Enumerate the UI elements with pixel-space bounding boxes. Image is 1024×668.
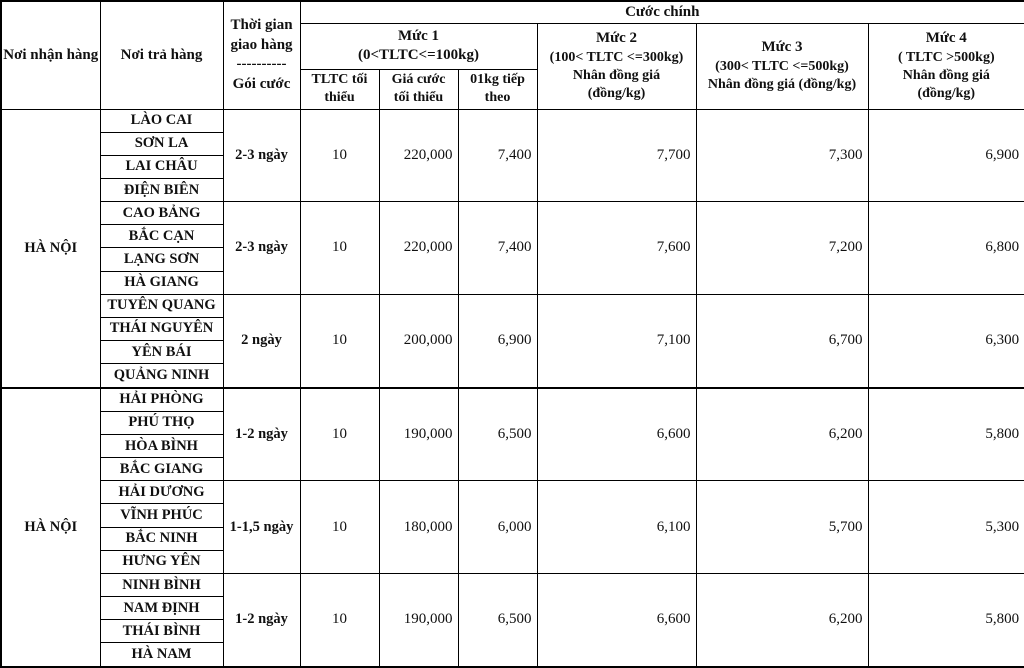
destination-cell: VĨNH PHÚC	[100, 504, 223, 527]
header-receive-place-label: Nơi nhận hàng	[3, 46, 99, 63]
header-level2	[537, 23, 696, 109]
header-return-place	[100, 1, 223, 109]
destination-cell: ĐIỆN BIÊN	[100, 178, 223, 201]
destination-cell: LÀO CAI	[100, 109, 223, 132]
header-delivery-time-line3: Gói cước	[232, 75, 291, 92]
header-level2-unit-line1: Nhân đồng giá	[572, 67, 661, 83]
destination-cell: BẮC GIANG	[100, 458, 223, 481]
destination-cell: BẮC NINH	[100, 527, 223, 550]
destination-cell: YÊN BÁI	[100, 341, 223, 364]
origin-cell: HÀ NỘI	[1, 388, 100, 667]
level2-price-cell: 6,600	[537, 388, 696, 481]
next-kg-price-cell: 7,400	[458, 109, 537, 202]
destination-cell: NAM ĐỊNH	[100, 597, 223, 620]
destination-cell: THÁI NGUYÊN	[100, 317, 223, 340]
header-level3-title: Mức 3	[761, 39, 803, 56]
header-level3	[696, 23, 868, 109]
header-level3-unit: Nhân đồng giá (đồng/kg)	[707, 76, 857, 92]
tltc-min-cell: 10	[300, 202, 379, 295]
header-level1-title: Mức 1	[397, 27, 440, 44]
min-fare-cell: 220,000	[379, 202, 458, 295]
level3-price-cell: 7,200	[696, 202, 868, 295]
level4-price-cell: 5,300	[868, 481, 1024, 574]
header-level4-unit-line2: (đồng/kg)	[917, 85, 976, 101]
level2-price-cell: 6,100	[537, 481, 696, 574]
header-level1-range: (0<TLTC<=100kg)	[358, 47, 479, 63]
header-tltc-min-line1: TLTC tối	[311, 72, 368, 88]
delivery-time-cell: 2-3 ngày	[223, 109, 300, 202]
header-level1	[300, 23, 537, 69]
table-header	[1, 1, 1024, 109]
tltc-min-cell: 10	[300, 294, 379, 387]
delivery-time-cell: 1-1,5 ngày	[223, 481, 300, 574]
origin-cell: HÀ NỘI	[1, 109, 100, 388]
header-level2-unit-line2: (đồng/kg)	[587, 85, 646, 101]
header-delivery-time-line1: Thời gian	[230, 17, 293, 34]
header-min-fare-line2: tối thiểu	[393, 90, 444, 105]
next-kg-price-cell: 7,400	[458, 202, 537, 295]
table-row	[1, 573, 1024, 596]
table-row	[1, 294, 1024, 317]
destination-cell: SƠN LA	[100, 132, 223, 155]
header-min-fare	[379, 69, 458, 109]
min-fare-cell: 200,000	[379, 294, 458, 387]
header-level4-range: ( TLTC >500kg)	[897, 49, 995, 65]
table-row	[1, 109, 1024, 132]
level3-price-cell: 5,700	[696, 481, 868, 574]
header-level4-unit-line1: Nhân đồng giá	[902, 67, 990, 83]
destination-cell: HẢI DƯƠNG	[100, 481, 223, 504]
level4-price-cell: 6,800	[868, 202, 1024, 295]
tltc-min-cell: 10	[300, 573, 379, 667]
tltc-min-cell: 10	[300, 481, 379, 574]
table-body	[1, 109, 1024, 667]
destination-cell: LAI CHÂU	[100, 155, 223, 178]
delivery-time-cell: 2 ngày	[223, 294, 300, 387]
destination-cell: TUYÊN QUANG	[100, 294, 223, 317]
level3-price-cell: 6,200	[696, 573, 868, 667]
level4-price-cell: 6,900	[868, 109, 1024, 202]
delivery-time-cell: 1-2 ngày	[223, 388, 300, 481]
header-tltc-min	[300, 69, 379, 109]
header-delivery-time-separator: ----------	[236, 56, 287, 73]
tltc-min-cell: 10	[300, 109, 379, 202]
destination-cell: NINH BÌNH	[100, 573, 223, 596]
header-min-fare-line1: Giá cước	[391, 72, 446, 88]
destination-cell: HƯNG YÊN	[100, 550, 223, 573]
header-return-place-label: Nơi trả hàng	[120, 46, 203, 63]
header-receive-place	[1, 1, 100, 109]
destination-cell: BẮC CẠN	[100, 225, 223, 248]
tltc-min-cell: 10	[300, 388, 379, 481]
table-row	[1, 202, 1024, 225]
destination-cell: HẢI PHÒNG	[100, 388, 223, 412]
next-kg-price-cell: 6,900	[458, 294, 537, 387]
destination-cell: PHÚ THỌ	[100, 411, 223, 434]
level2-price-cell: 6,600	[537, 573, 696, 667]
destination-cell: HÒA BÌNH	[100, 435, 223, 458]
level4-price-cell: 5,800	[868, 388, 1024, 481]
min-fare-cell: 220,000	[379, 109, 458, 202]
header-delivery-time-line2: giao hàng	[230, 36, 293, 53]
header-level4-title: Mức 4	[925, 30, 967, 47]
min-fare-cell: 180,000	[379, 481, 458, 574]
destination-cell: HÀ NAM	[100, 643, 223, 667]
header-next-kg	[458, 69, 537, 109]
destination-cell: QUẢNG NINH	[100, 364, 223, 388]
header-next-kg-line2: theo	[484, 90, 511, 105]
header-level2-range: (100< TLTC <=300kg)	[549, 49, 684, 65]
destination-cell: THÁI BÌNH	[100, 620, 223, 643]
delivery-time-cell: 1-2 ngày	[223, 573, 300, 667]
delivery-time-cell: 2-3 ngày	[223, 202, 300, 295]
header-main-fare: Cước chính	[300, 1, 1024, 23]
header-level2-title: Mức 2	[595, 30, 638, 47]
level3-price-cell: 6,700	[696, 294, 868, 387]
header-level3-range: (300< TLTC <=500kg)	[715, 58, 849, 74]
level2-price-cell: 7,100	[537, 294, 696, 387]
header-delivery-time	[223, 1, 300, 109]
header-row-main	[1, 1, 1024, 23]
level2-price-cell: 7,600	[537, 202, 696, 295]
header-next-kg-line1: 01kg tiếp	[470, 72, 525, 88]
destination-cell: HÀ GIANG	[100, 271, 223, 294]
level4-price-cell: 5,800	[868, 573, 1024, 667]
header-level4	[868, 23, 1024, 109]
level4-price-cell: 6,300	[868, 294, 1024, 387]
destination-cell: CAO BẢNG	[100, 202, 223, 225]
next-kg-price-cell: 6,500	[458, 573, 537, 667]
min-fare-cell: 190,000	[379, 573, 458, 667]
level3-price-cell: 7,300	[696, 109, 868, 202]
level3-price-cell: 6,200	[696, 388, 868, 481]
level2-price-cell: 7,700	[537, 109, 696, 202]
next-kg-price-cell: 6,500	[458, 388, 537, 481]
table-row	[1, 481, 1024, 504]
min-fare-cell: 190,000	[379, 388, 458, 481]
next-kg-price-cell: 6,000	[458, 481, 537, 574]
destination-cell: LẠNG SƠN	[100, 248, 223, 271]
header-tltc-min-line2: thiểu	[324, 90, 355, 105]
table-row	[1, 388, 1024, 412]
